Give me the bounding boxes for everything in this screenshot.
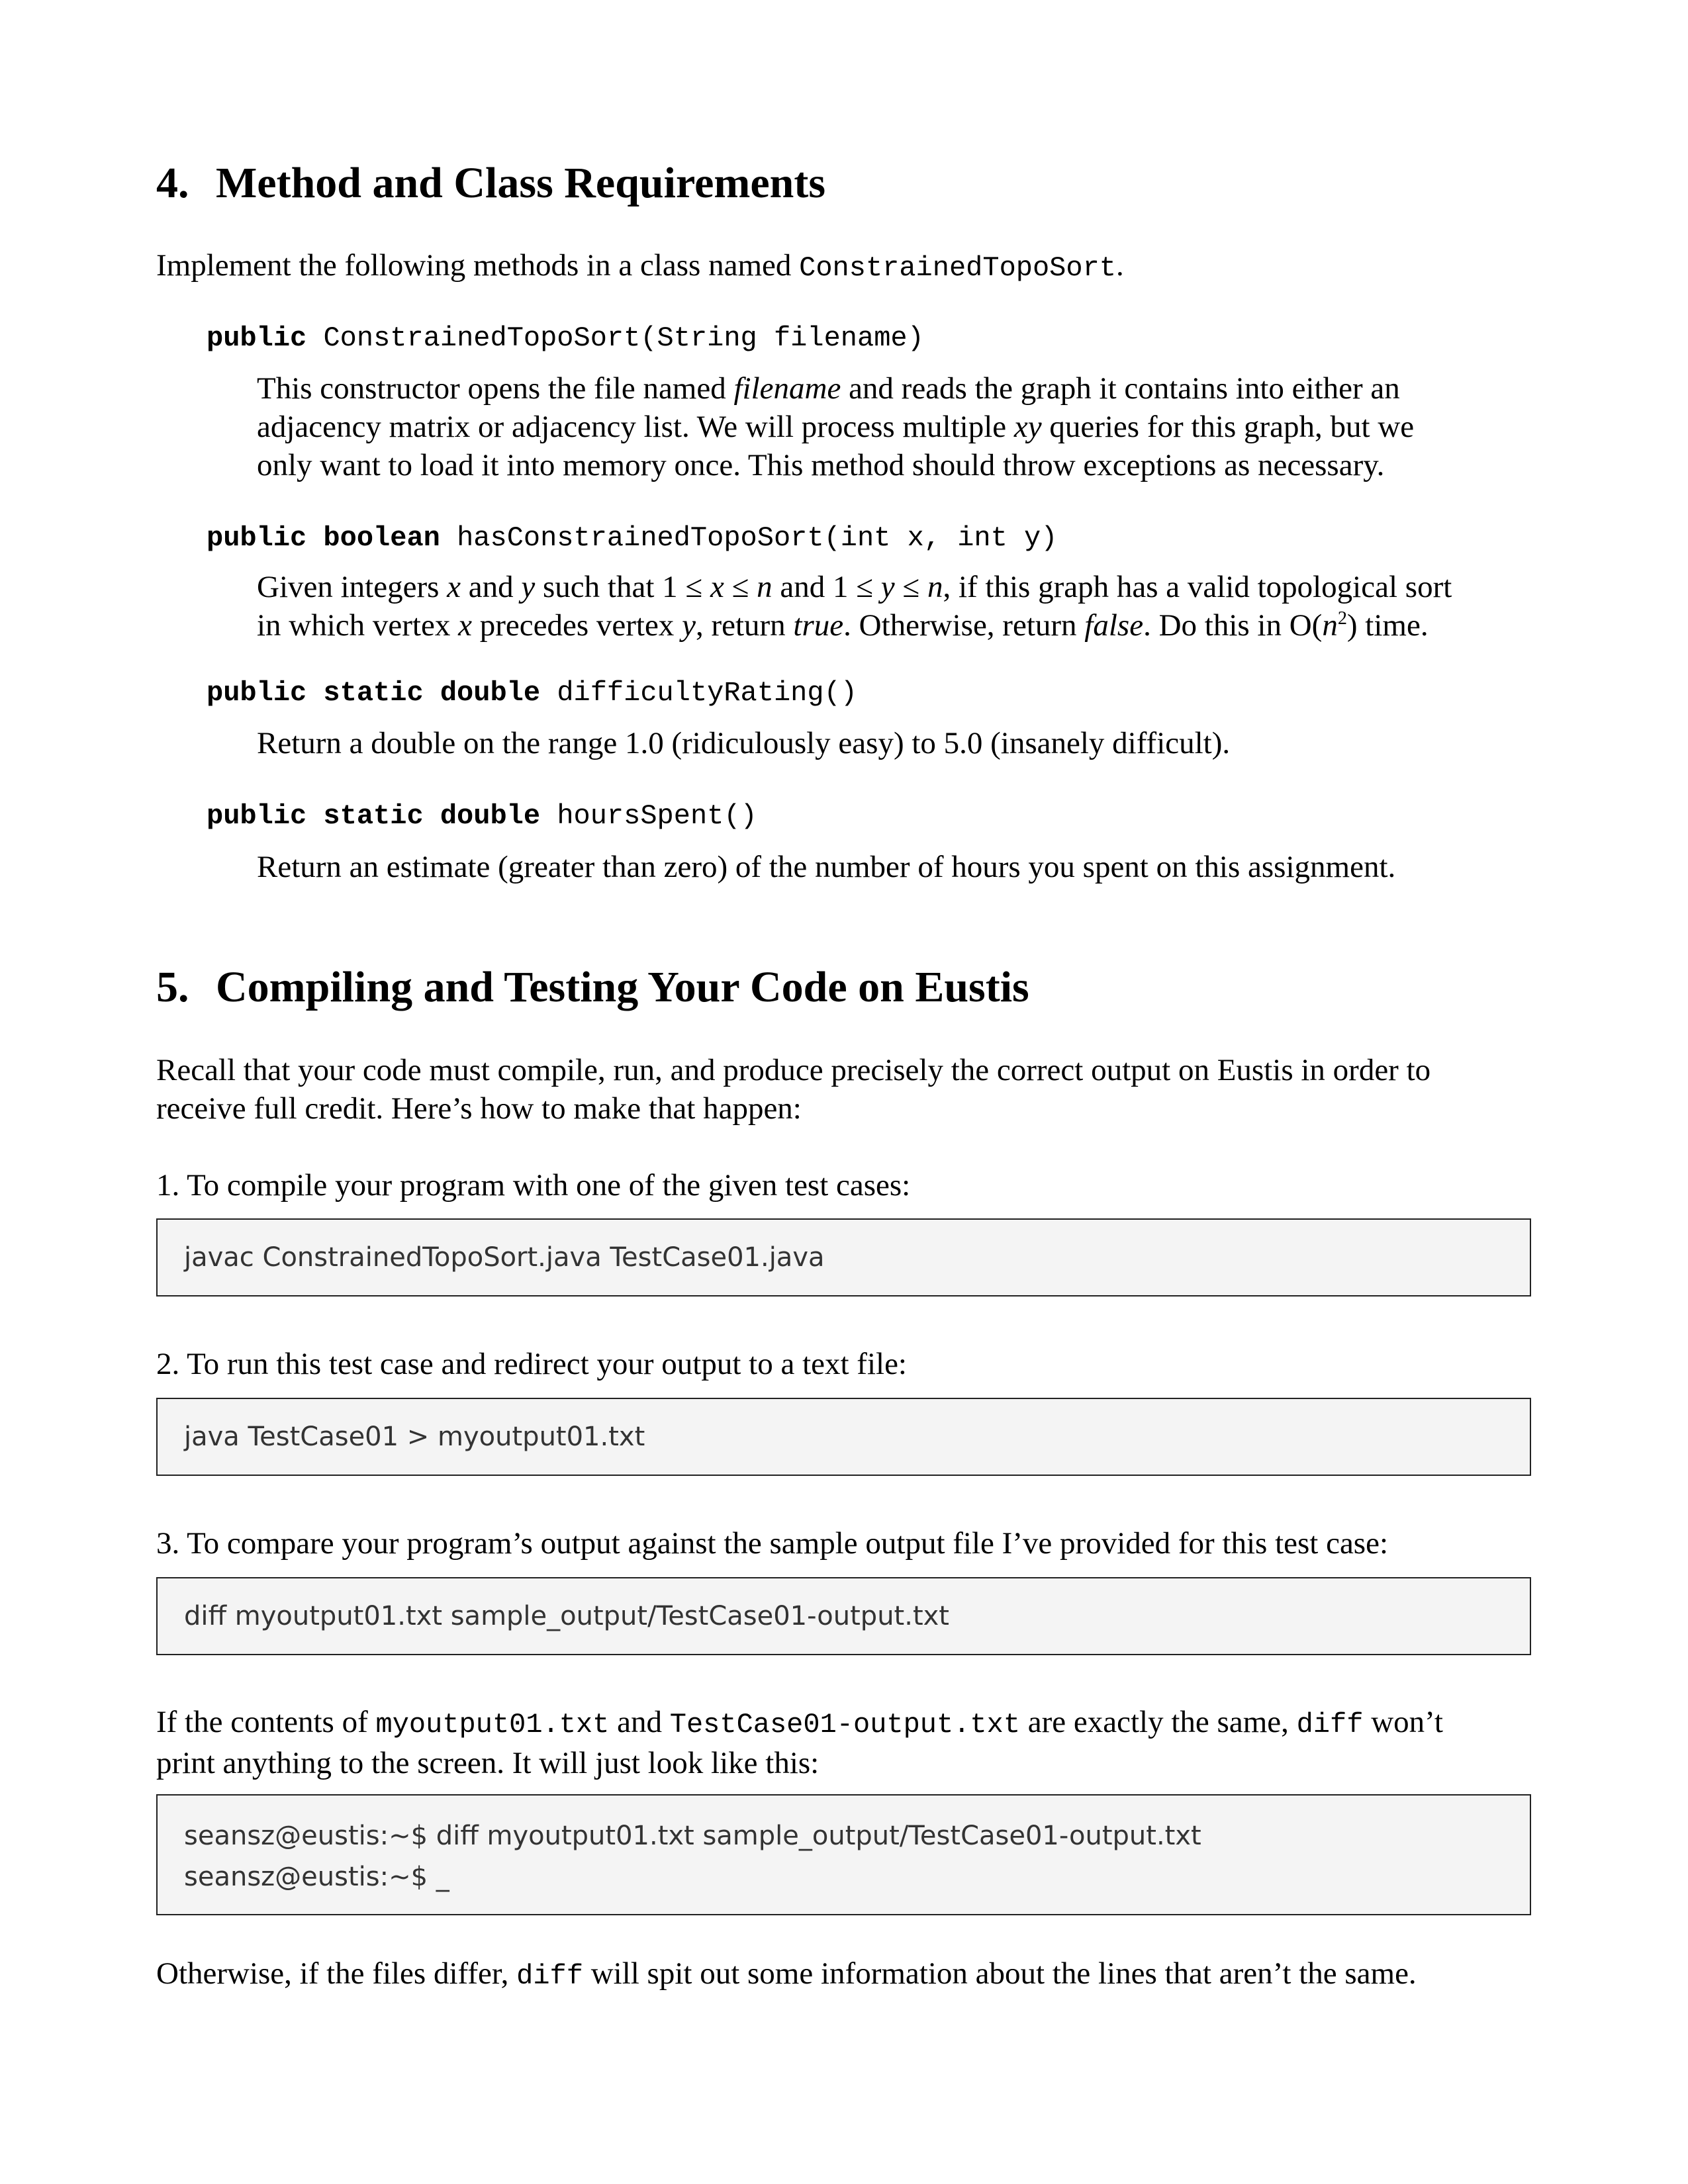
method-description-difficultyRating: Return a double on the range 1.0 (ridiculously easy) to 5.0 (insanely difficult). xyxy=(257,726,1231,760)
command-line: diff myoutput01.txt sample_output/TestCase01-output.txt xyxy=(184,1601,949,1631)
desc-text: in which vertex xyxy=(257,608,459,643)
same-output-paragraph xyxy=(156,1703,1443,1782)
modifiers: public boolean xyxy=(207,522,440,554)
desc-text: such that 1 ≤ xyxy=(535,570,710,604)
section-title: Compiling and Testing Your Code on Eustis xyxy=(216,963,1029,1011)
command-line: java TestCase01 > myoutput01.txt xyxy=(184,1422,645,1452)
code-block-run xyxy=(156,1398,1531,1476)
desc-text: This constructor opens the file named xyxy=(257,371,734,406)
section-number: 4. xyxy=(156,159,189,207)
command-code: diff xyxy=(516,1960,583,1992)
desc-text: adjacency matrix or adjacency list. We will process multiple xyxy=(257,410,1014,444)
desc-text: . Do this in O( xyxy=(1143,608,1323,643)
section-5-heading xyxy=(156,963,1029,1011)
signature: difficultyRating() xyxy=(557,677,857,709)
desc-text: and reads the graph it contains into either an xyxy=(841,371,1400,406)
intro-line: receive full credit. Here’s how to make that happen: xyxy=(156,1091,802,1126)
desc-text: , return xyxy=(695,608,794,643)
signature: hasConstrainedTopoSort(int x, int y) xyxy=(457,522,1058,554)
method-signature-difficultyRating xyxy=(207,679,857,707)
section-5-intro xyxy=(156,1051,1430,1128)
step-3-label: 3. To compare your program’s output against the sample output file I’ve provided for this test case: xyxy=(156,1526,1389,1561)
method-signature-hasConstrainedTopoSort xyxy=(207,524,1057,552)
diff-output-paragraph xyxy=(156,1954,1417,1995)
desc-italic: xy xyxy=(1013,410,1042,444)
intro-text: Implement the following methods in a class named xyxy=(156,248,800,283)
filename-code: TestCase01-output.txt xyxy=(669,1709,1021,1741)
desc-text: ) time. xyxy=(1346,608,1429,643)
desc-text: , if this graph has a valid topological sort xyxy=(943,570,1452,604)
desc-text: precedes vertex xyxy=(471,608,682,643)
method-signature-hoursSpent xyxy=(207,802,757,830)
var-y: y xyxy=(521,570,536,604)
desc-text: ≤ xyxy=(724,570,757,604)
filename-code: myoutput01.txt xyxy=(375,1709,610,1741)
modifiers: public xyxy=(207,322,307,354)
terminal-line: seansz@eustis:~$ _ xyxy=(184,1862,449,1892)
para-text: and xyxy=(609,1705,670,1739)
command-line: javac ConstrainedTopoSort.java TestCase01.java xyxy=(184,1242,825,1273)
var-x: x xyxy=(447,570,461,604)
desc-text: and 1 ≤ xyxy=(772,570,881,604)
var-x: x xyxy=(710,570,724,604)
signature: ConstrainedTopoSort(String filename) xyxy=(323,322,924,354)
var-n: n xyxy=(1322,608,1338,643)
para-text: are exactly the same, xyxy=(1020,1705,1297,1739)
value-false: false xyxy=(1084,608,1144,643)
var-x: x xyxy=(458,608,472,643)
desc-text: only want to load it into memory once. This method should throw exceptions as necessary. xyxy=(257,448,1385,482)
step-2-label: 2. To run this test case and redirect your output to a text file: xyxy=(156,1347,907,1381)
method-description-constructor xyxy=(257,369,1414,484)
desc-text: queries for this graph, but we xyxy=(1041,410,1415,444)
method-description-hasConstrainedTopoSort xyxy=(257,568,1452,645)
terminal-block xyxy=(156,1794,1531,1915)
modifiers: public static double xyxy=(207,677,541,709)
signature: hoursSpent() xyxy=(557,800,757,832)
section-4-intro xyxy=(156,246,1124,287)
step-1-label: 1. To compile your program with one of the given test cases: xyxy=(156,1168,911,1203)
desc-text: ≤ xyxy=(894,570,927,604)
var-y: y xyxy=(880,570,895,604)
desc-text: Given integers xyxy=(257,570,447,604)
para-text: print anything to the screen. It will just look like this: xyxy=(156,1746,820,1780)
section-title: Method and Class Requirements xyxy=(216,159,826,207)
exponent: 2 xyxy=(1337,608,1347,629)
method-signature-constructor xyxy=(207,324,924,352)
para-text: will spit out some information about the lines that aren’t the same. xyxy=(583,1956,1417,1991)
intro-suffix: . xyxy=(1116,248,1124,283)
modifiers: public static double xyxy=(207,800,541,832)
method-description-hoursSpent: Return an estimate (greater than zero) of the number of hours you spent on this assignment. xyxy=(257,850,1396,884)
section-number: 5. xyxy=(156,963,189,1011)
var-n: n xyxy=(757,570,773,604)
desc-italic: filename xyxy=(733,371,841,406)
code-block-diff xyxy=(156,1577,1531,1655)
para-text: Otherwise, if the files differ, xyxy=(156,1956,517,1991)
desc-text: . Otherwise, return xyxy=(843,608,1085,643)
intro-line: Recall that your code must compile, run, and produce precisely the correct output on Eustis in order to xyxy=(156,1053,1431,1087)
para-text: won’t xyxy=(1363,1705,1443,1739)
var-n: n xyxy=(927,570,943,604)
code-block-compile xyxy=(156,1218,1531,1297)
value-true: true xyxy=(793,608,844,643)
terminal-line: seansz@eustis:~$ diff myoutput01.txt sample_output/TestCase01-output.txt xyxy=(184,1821,1201,1851)
command-code: diff xyxy=(1296,1709,1364,1741)
var-y: y xyxy=(682,608,696,643)
section-4-heading xyxy=(156,161,825,205)
class-name-code: ConstrainedTopoSort xyxy=(799,252,1117,284)
para-text: If the contents of xyxy=(156,1705,376,1739)
desc-text: and xyxy=(461,570,522,604)
